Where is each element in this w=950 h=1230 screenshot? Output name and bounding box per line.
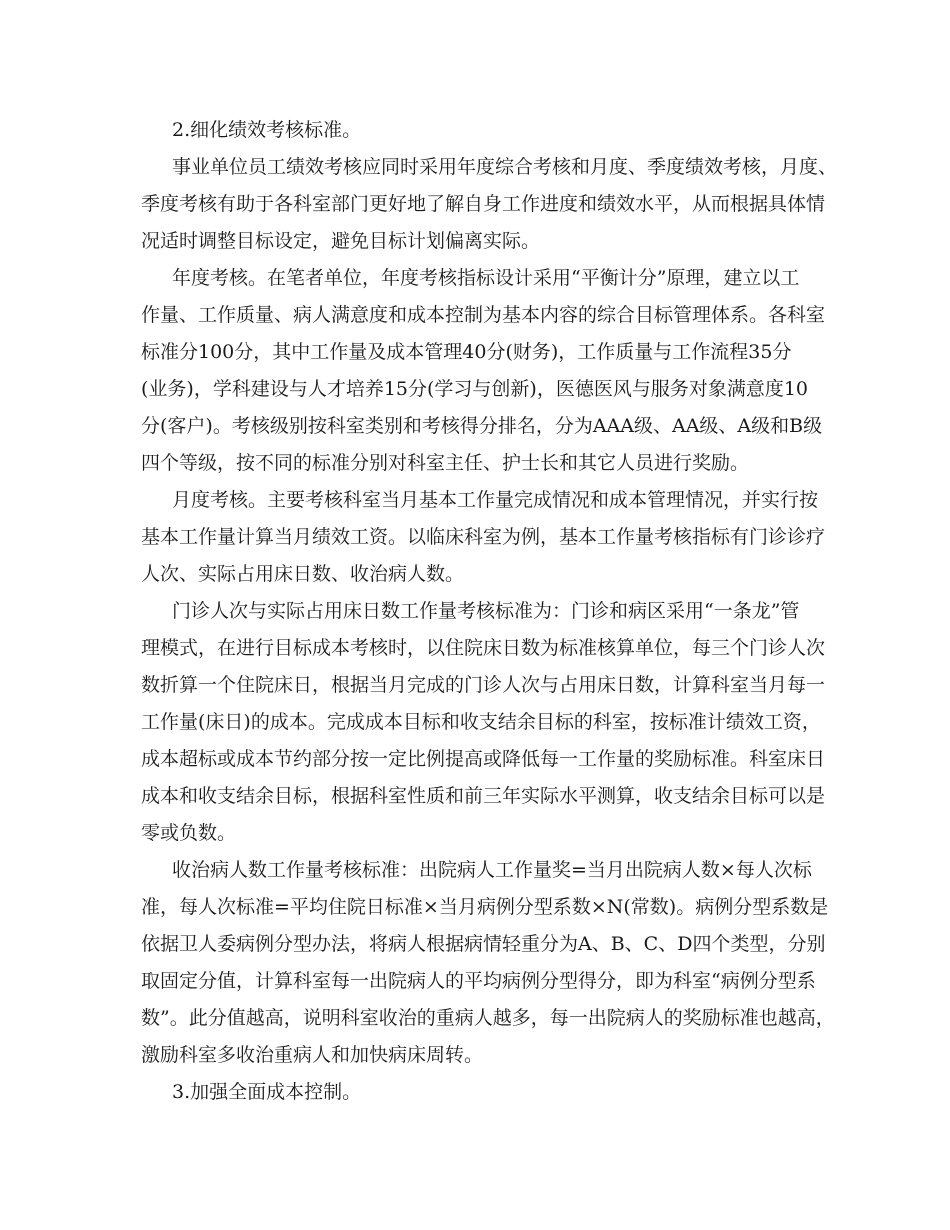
section-heading-3: 3.加强全面成本控制。	[172, 1081, 362, 1103]
paragraph-line: 分(客户)。考核级别按科室类别和考核得分排名，分为AAA级、AA级、A级和B级	[141, 415, 823, 437]
paragraph-line: 激励科室多收治重病人和加快病床周转。	[141, 1044, 484, 1066]
paragraph-line: 门诊人次与实际占用床日数工作量考核标准为：门诊和病区采用“一条龙”管	[172, 600, 800, 622]
paragraph-line: 数折算一个住院床日，根据当月完成的门诊人次与占用床日数，计算科室当月每一	[141, 674, 826, 696]
paragraph-line: 零或负数。	[141, 822, 237, 844]
paragraph-line: 取固定分值，计算科室每一出院病人的平均病例分型得分，即为科室“病例分型系	[141, 970, 816, 992]
paragraph-line: 工作量(床日)的成本。完成成本目标和收支结余目标的科室，按标准计绩效工资，	[141, 711, 821, 733]
paragraph-line: 基本工作量计算当月绩效工资。以临床科室为例，基本工作量考核指标有门诊诊疗	[141, 526, 826, 548]
section-heading-2: 2.细化绩效考核标准。	[172, 119, 362, 141]
paragraph-line: 准，每人次标准=平均住院日标准×当月病例分型系数×N(常数)。病例分型系数是	[141, 896, 829, 918]
paragraph-line: (业务)，学科建设与人才培养15分(学习与创新)，医德医风与服务对象满意度10	[141, 378, 809, 400]
paragraph-line: 成本和收支结余目标，根据科室性质和前三年实际水平测算，收支结余目标可以是	[141, 785, 826, 807]
paragraph-line: 成本超标或成本节约部分按一定比例提高或降低每一工作量的奖励标准。科室床日	[141, 748, 826, 770]
paragraph-line: 作量、工作质量、病人满意度和成本控制为基本内容的综合目标管理体系。各科室	[141, 304, 826, 326]
paragraph-line: 季度考核有助于各科室部门更好地了解自身工作进度和绩效水平，从而根据具体情	[141, 193, 826, 215]
paragraph-line: 年度考核。在笔者单位，年度考核指标设计采用“平衡计分”原理，建立以工	[172, 267, 800, 289]
paragraph-line: 标准分100分，其中工作量及成本管理40分(财务)，工作质量与工作流程35分	[141, 341, 792, 363]
paragraph-line: 四个等级，按不同的标准分别对科室主任、护士长和其它人员进行奖励。	[141, 452, 750, 474]
paragraph-line: 依据卫人委病例分型办法，将病人根据病情轻重分为A、B、C、D四个类型，分别	[141, 933, 826, 955]
paragraph-line: 数”。此分值越高，说明科室收治的重病人越多，每一出院病人的奖励标准也越高，	[141, 1007, 835, 1029]
paragraph-line: 人次、实际占用床日数、收治病人数。	[141, 563, 465, 585]
paragraph-line: 理模式，在进行目标成本考核时，以住院床日数为标准核算单位，每三个门诊人次	[141, 637, 826, 659]
paragraph-line: 事业单位员工绩效考核应同时采用年度综合考核和月度、季度绩效考核，月度、	[172, 156, 838, 178]
paragraph-line: 况适时调整目标设定，避免目标计划偏离实际。	[141, 230, 541, 252]
paragraph-line: 月度考核。主要考核科室当月基本工作量完成情况和成本管理情况，并实行按	[172, 489, 819, 511]
paragraph-line: 收治病人数工作量考核标准：出院病人工作量奖=当月出院病人数×每人次标	[172, 859, 812, 881]
